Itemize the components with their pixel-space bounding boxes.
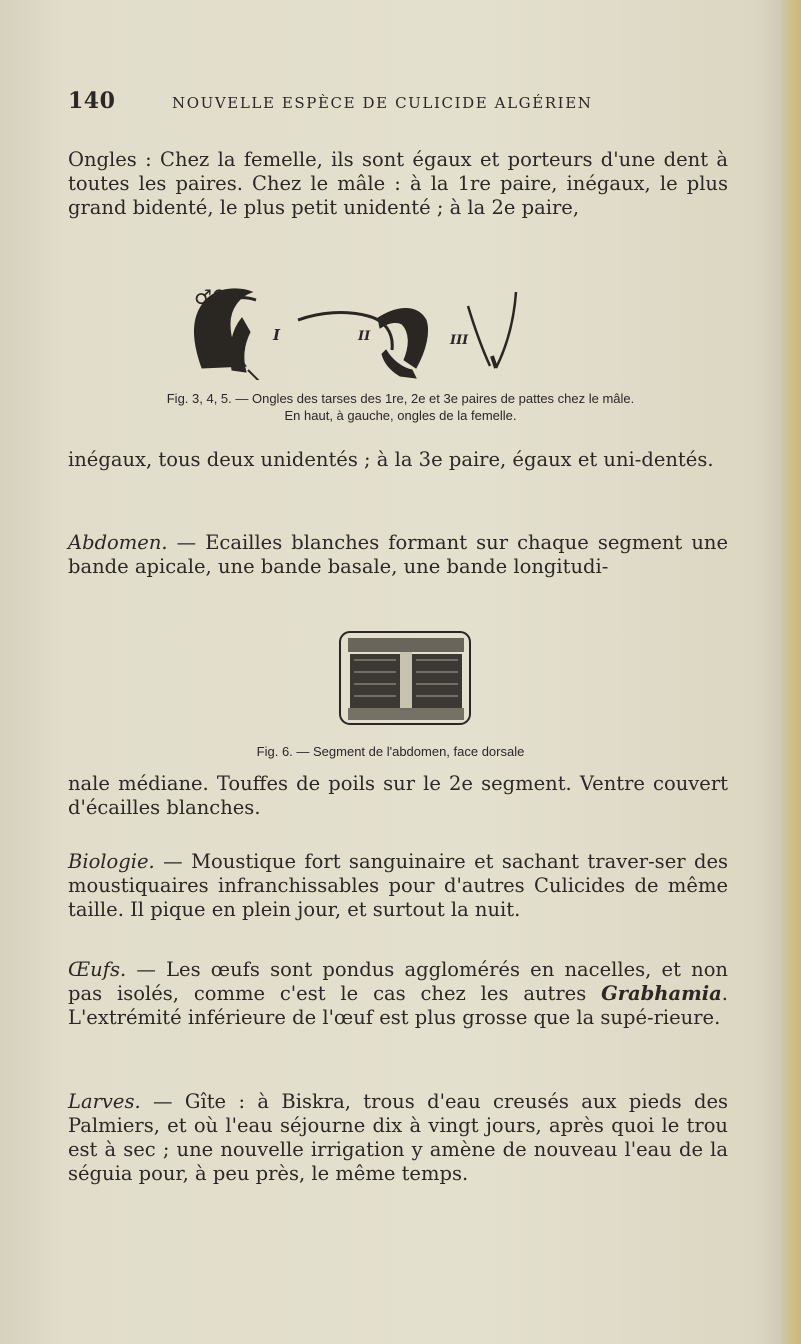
paragraph-oeufs: [68, 958, 728, 1030]
pair-i-label: I: [273, 326, 281, 344]
figure-abdomen-caption: Fig. 6. — Segment de l'abdomen, face dorsale: [256, 744, 525, 759]
paragraph-larves: [68, 1090, 728, 1186]
pair-iii-label: III: [450, 333, 469, 348]
larves-heading: Larves.: [68, 1090, 141, 1113]
biologie-text: — Moustique fort sanguinaire et sachant traver-ser des moustiquaires infranchissables pour d'autres Culicides de même taille. Il pique en plein jour, et surtout la nuit.: [68, 850, 728, 921]
figure-claws-caption-line-1: Fig. 3, 4, 5. — Ongles des tarses des 1re, 2e et 3e paires de pattes chez le mâle.: [166, 391, 635, 406]
figure-abdomen-segment: [338, 628, 474, 732]
running-title: NOUVELLE ESPÈCE DE CULICIDE ALGÉRIEN: [172, 94, 593, 112]
pair-ii-label: II: [358, 329, 371, 344]
page-edge-strip: [779, 0, 801, 1344]
paragraph-inegaux: inégaux, tous deux unidentés ; à la 3e paire, égaux et uni-dentés.: [68, 448, 714, 471]
male-symbol-label: ♂: [210, 350, 223, 366]
oeufs-heading: Œufs.: [68, 958, 127, 981]
paragraph-biologie: [68, 850, 728, 922]
larves-text: — Gîte : à Biskra, trous d'eau creusés aux pieds des Palmiers, et où l'eau séjourne dix à vingt jours, après quoi le trou est à sec ; une nouvelle irrigation y amène de nouveau l'eau de la séguia pour, à peu près, le même temps.: [68, 1090, 728, 1185]
figure-claws: [170, 220, 630, 380]
male-claws-pair-iii-illustration: [468, 292, 516, 368]
oeufs-text-1: — Les œufs sont pondus agglomérés en nacelles, et non pas isolés, comme c'est le cas chez les autres: [68, 958, 728, 1005]
page-header: [68, 88, 768, 118]
female-symbol-label: ♂♀: [194, 285, 227, 309]
page-number: 140: [68, 88, 116, 114]
figure-claws-caption-line-2: En haut, à gauche, ongles de la femelle.: [284, 408, 517, 423]
paragraph-nale: nale médiane. Touffes de poils sur le 2e segment. Ventre couvert d'écailles blanches.: [68, 772, 728, 819]
oeufs-text-2: . L'extrémité inférieure de l'œuf est plus grosse que la supé-rieure.: [68, 982, 728, 1029]
biologie-heading: Biologie.: [68, 850, 155, 873]
abdomen-heading: Abdomen.: [68, 531, 168, 554]
abdomen-text: — Ecailles blanches formant sur chaque segment une bande apicale, une bande basale, une bande longitudi-: [68, 531, 728, 578]
oeufs-genus-name: Grabhamia: [601, 982, 722, 1005]
paragraph-ongles: Ongles : Chez la femelle, ils sont égaux et porteurs d'une dent à toutes les paires. Chez le mâle : à la 1re paire, inégaux, le plus grand bidenté, le plus petit unidenté ; à la 2e paire,: [68, 148, 728, 219]
paragraph-abdomen: [68, 531, 728, 579]
